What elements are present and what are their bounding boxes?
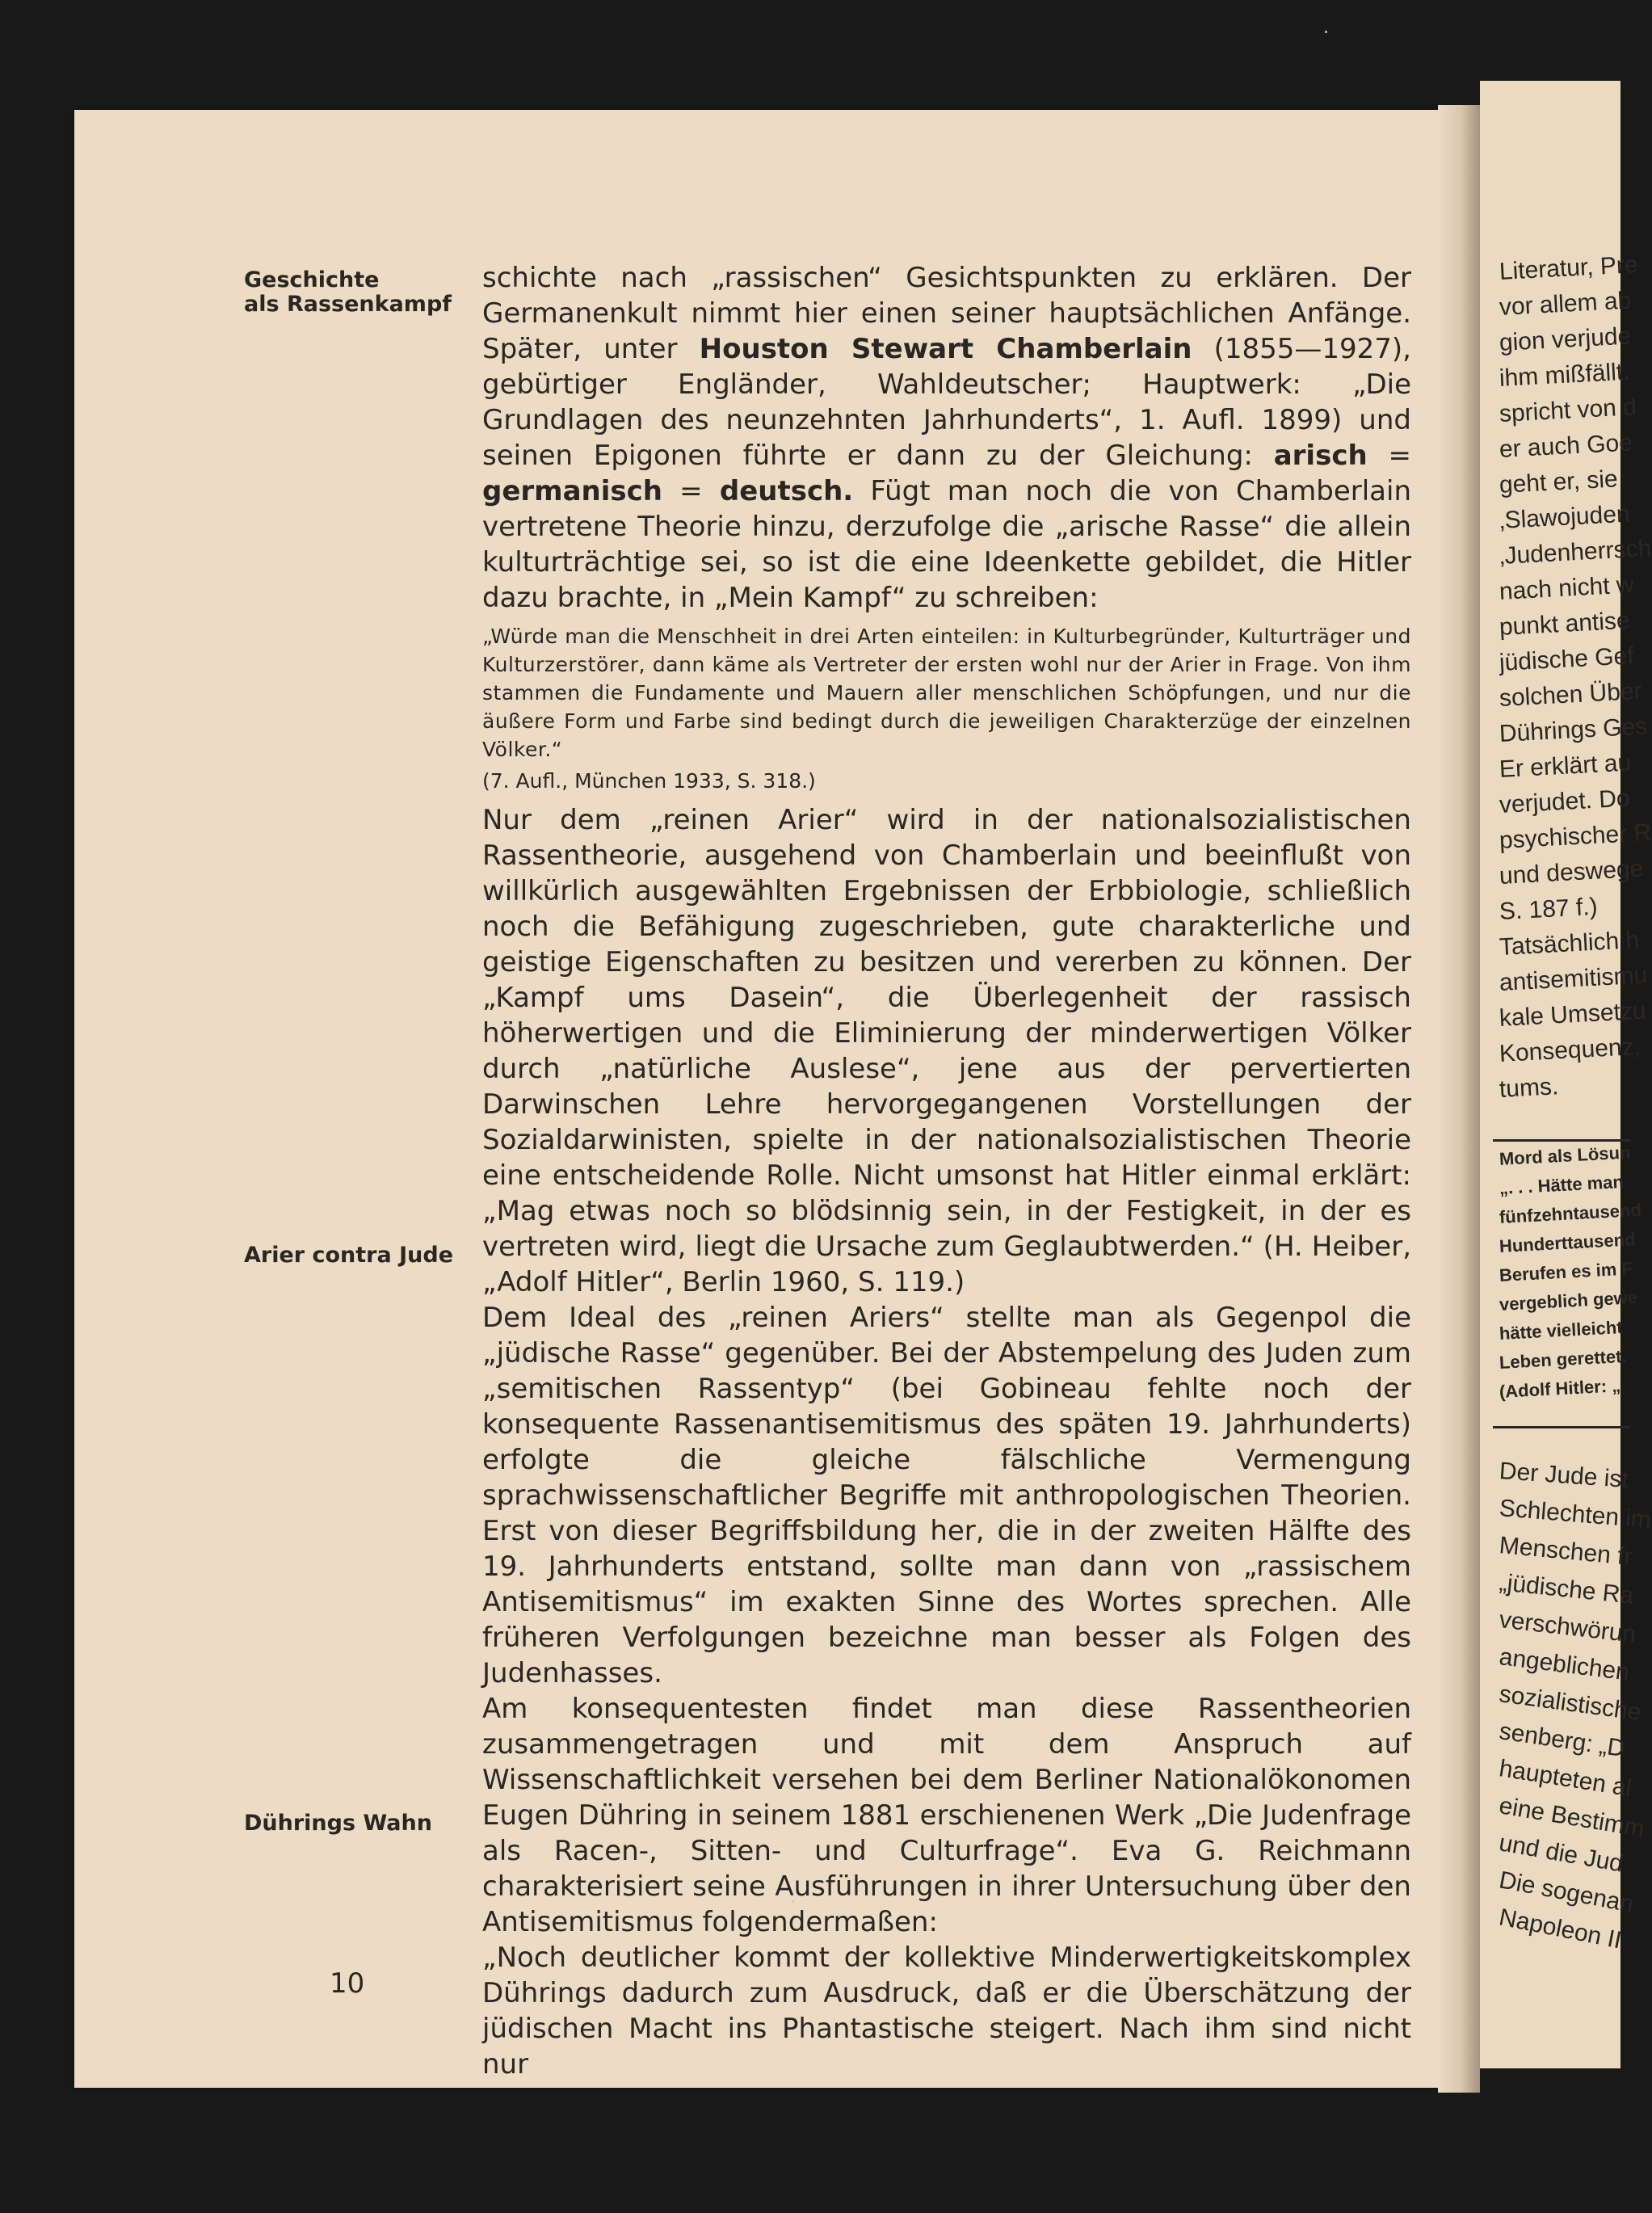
right-page-line: geht er, sie <box>1499 465 1619 499</box>
right-page-line: tums. <box>1499 1073 1560 1103</box>
name-chamberlain: Houston Stewart Chamberlain <box>699 333 1192 365</box>
paragraph-reiner-arier: Nur dem „reinen Arier“ wird in der nationalsozialistischen Rassentheorie, ausgehend von Chamberlain und beeinflußt von willkürlich ausgewählten Ergebnissen der Erbbiologie, schließlich noch die Befähigung zugeschrieben, gute charakterliche und geistige Eigenschaften zu besitzen und vererben zu können. Der „Kampf ums Dasein“, die Überlegenheit der rassisch höherwertigen und die Eliminierung der minderwertigen Völker durch „natürliche Auslese“, jene aus der pervertierten Darwinschen Lehre hervorgegangenen Vorstellungen der Sozialdarwinisten, spielte in der nationalsozialistischen Theorie eine entscheidende Rolle. Nicht umsonst hat Hitler einmal erklärt: „Mag etwas noch so blödsinnig sein, in der Festigkeit, in der es vertreten wird, liegt die Ursache zum Geglaubtwerden.“ (H. Heiber, „Adolf Hitler“, Berlin 1960, S. 119.) <box>482 804 1411 1298</box>
margin-note-arier: Arier contra Jude <box>244 1243 454 1268</box>
right-page-line: Menschen fr <box>1498 1532 1633 1571</box>
right-page-line: Dührings Ges <box>1499 713 1649 747</box>
main-text-column <box>482 260 1411 2082</box>
right-page-box-line: Leben gerettet. <box>1499 1345 1628 1373</box>
right-page-line: verjudet. Do <box>1499 785 1631 818</box>
right-page-line: ihm mißfällt. <box>1499 358 1631 392</box>
right-page-line: senberg: „D <box>1497 1718 1627 1763</box>
right-page-line: Tatsächlich h <box>1499 926 1641 961</box>
right-page-line: ‚Judenherrsch <box>1499 535 1652 570</box>
right-page-line: Die sogenan <box>1497 1866 1636 1918</box>
equation-arisch: arisch <box>1273 440 1368 472</box>
right-page-line: psychischer R <box>1499 819 1652 854</box>
margin-note-geschichte: Geschichte als Rassenkampf <box>244 267 452 317</box>
right-page-line: gion verjude <box>1499 322 1633 356</box>
right-page-line: Schlechten im <box>1498 1495 1652 1534</box>
right-page-line: solchen Über <box>1499 677 1643 712</box>
right-page-line: vor allem ab <box>1499 287 1633 321</box>
right-page-line: spricht von d <box>1499 393 1637 427</box>
right-page-line: er auch Goe <box>1499 429 1633 463</box>
right-page-box-line: Mord als Lösun <box>1499 1142 1631 1169</box>
right-page-line: antisemitismu <box>1499 961 1648 996</box>
right-page-box-line: vergeblich gewe <box>1499 1287 1638 1315</box>
right-page-line: Literatur, Pre <box>1499 251 1639 285</box>
right-page-line: ‚Slawojuden <box>1499 500 1631 534</box>
right-page-line: Konsequenz, <box>1499 1033 1641 1067</box>
right-page-line: Er erklärt au <box>1499 749 1633 783</box>
right-page-line: sozialistische <box>1497 1681 1643 1727</box>
paragraph-juedische-rasse: Dem Ideal des „reinen Ariers“ stellte man als Gegenpol die „jüdische Rasse“ gegenüber. Bei der Abstempelung des Juden zum „semitischen Rassentyp“ (bei Gobineau fehlte noch der konsequente Rassenantisemitismus des späten 19. Jahrhunderts) erfolgte die gleiche fälschliche Vermengung sprachwissenschaftlicher Begriffe mit anthropologischen Theorien. Erst von dieser Begriffsbildung her, die in der zweiten Hälfte des 19. Jahrhunderts entstand, sollte man dann von „rassischem Antisemitismus“ im exakten Sinne des Wortes sprechen. Alle früheren Verfolgungen bezeichne man besser als Folgen des Judenhasses. <box>482 1302 1411 1689</box>
right-page-line: jüdische Gef <box>1499 642 1635 676</box>
right-page-line: verschwörun <box>1498 1606 1637 1648</box>
right-page-box-line: fünfzehntausend <box>1499 1199 1642 1227</box>
right-page-line: und die Jud <box>1497 1829 1625 1878</box>
quote-reference: (7. Aufl., München 1933, S. 318.) <box>482 769 816 793</box>
right-page-line: angeblichen <box>1498 1643 1631 1686</box>
equation-deutsch: deutsch. <box>719 475 854 507</box>
right-page-line: Der Jude ist <box>1498 1458 1629 1494</box>
paragraph-chamberlain: schichte nach „rassischen“ Gesichtspunkten zu erklären. Der Germanenkult nimmt hier einen seiner hauptsächlichen Anfänge. Später, unter Houston Stewart Chamberlain (1855—1927), gebürtiger Engländer, Wahldeutscher; Hauptwerk: „Die Grundlagen des neunzehnten Jahrhunderts“, 1. Aufl. 1899) und seinen Epigonen führte er dann zu der Gleichung: arisch = germanisch = deutsch. Fügt man noch die von Chamberlain vertretene Theorie hinzu, derzufolge die „arische Rasse“ die allein kulturträchtige sei, so ist die eine Ideenkette gebildet, die Hitler dazu brachte, in „Mein Kampf“ zu schreiben: <box>482 262 1411 614</box>
right-page-box-line: „. . . Hätte man <box>1499 1171 1625 1198</box>
right-page-line: Napoleon II <box>1496 1904 1624 1954</box>
book-gutter <box>1438 105 1480 2093</box>
quote-mein-kampf: „Würde man die Menschheit in drei Arten einteilen: in Kulturbegründer, Kulturträger und Kulturzerstörer, dann käme als Vertreter der ersten wohl nur der Arier in Frage. Von ihm stammen die Fundamente und Mauern aller menschlichen Schöpfungen, und nur die äußere Form und Farbe sind bedingt durch die jeweiligen Charakterzüge der einzelnen Völker.“ <box>482 625 1411 761</box>
page-number: 10 <box>330 1967 365 2000</box>
right-page-line: und deswege <box>1499 855 1645 890</box>
right-page-line: eine Bestimm <box>1497 1792 1647 1843</box>
right-page-line: punkt antise <box>1499 607 1631 641</box>
right-page-line: haupteten al <box>1497 1755 1633 1803</box>
right-page-line: nach nicht w <box>1499 571 1635 605</box>
right-page-line: kale Umsetzu <box>1499 997 1647 1032</box>
paragraph-reichmann-quote: „Noch deutlicher kommt der kollektive Minderwertigkeitskomplex Dührings dadurch zum Ausdruck, daß er die Überschätzung der jüdischen Macht ins Phantastische steigert. Nach ihm sind nicht nur <box>482 1942 1411 2080</box>
right-page-box-line: Hunderttausend <box>1499 1229 1637 1256</box>
right-page-line: S. 187 f.) <box>1499 893 1599 925</box>
right-book-page <box>1480 81 1652 2068</box>
margin-note-duehring: Dührings Wahn <box>244 1811 432 1836</box>
right-page-box-line: Berufen es im F <box>1499 1258 1633 1285</box>
right-page-line: „jüdische Ra <box>1498 1569 1635 1609</box>
right-page-box-line: hätte vielleicht <box>1499 1317 1624 1344</box>
right-page-box-line: (Adolf Hitler: „ <box>1499 1375 1621 1402</box>
equation-germanisch: germanisch <box>482 475 662 507</box>
paragraph-duehring: Am konsequentesten findet man diese Rassentheorien zusammengetragen und mit dem Anspruch auf Wissenschaftlichkeit versehen bei dem Berliner Nationalökonomen Eugen Dühring in seinem 1881 erschienenen Werk „Die Judenfrage als Racen-, Sitten- und Culturfrage“. Eva G. Reichmann charakterisiert seine Ausführungen in ihrer Untersuchung über den Antisemitismus folgendermaßen: <box>482 1693 1411 1938</box>
